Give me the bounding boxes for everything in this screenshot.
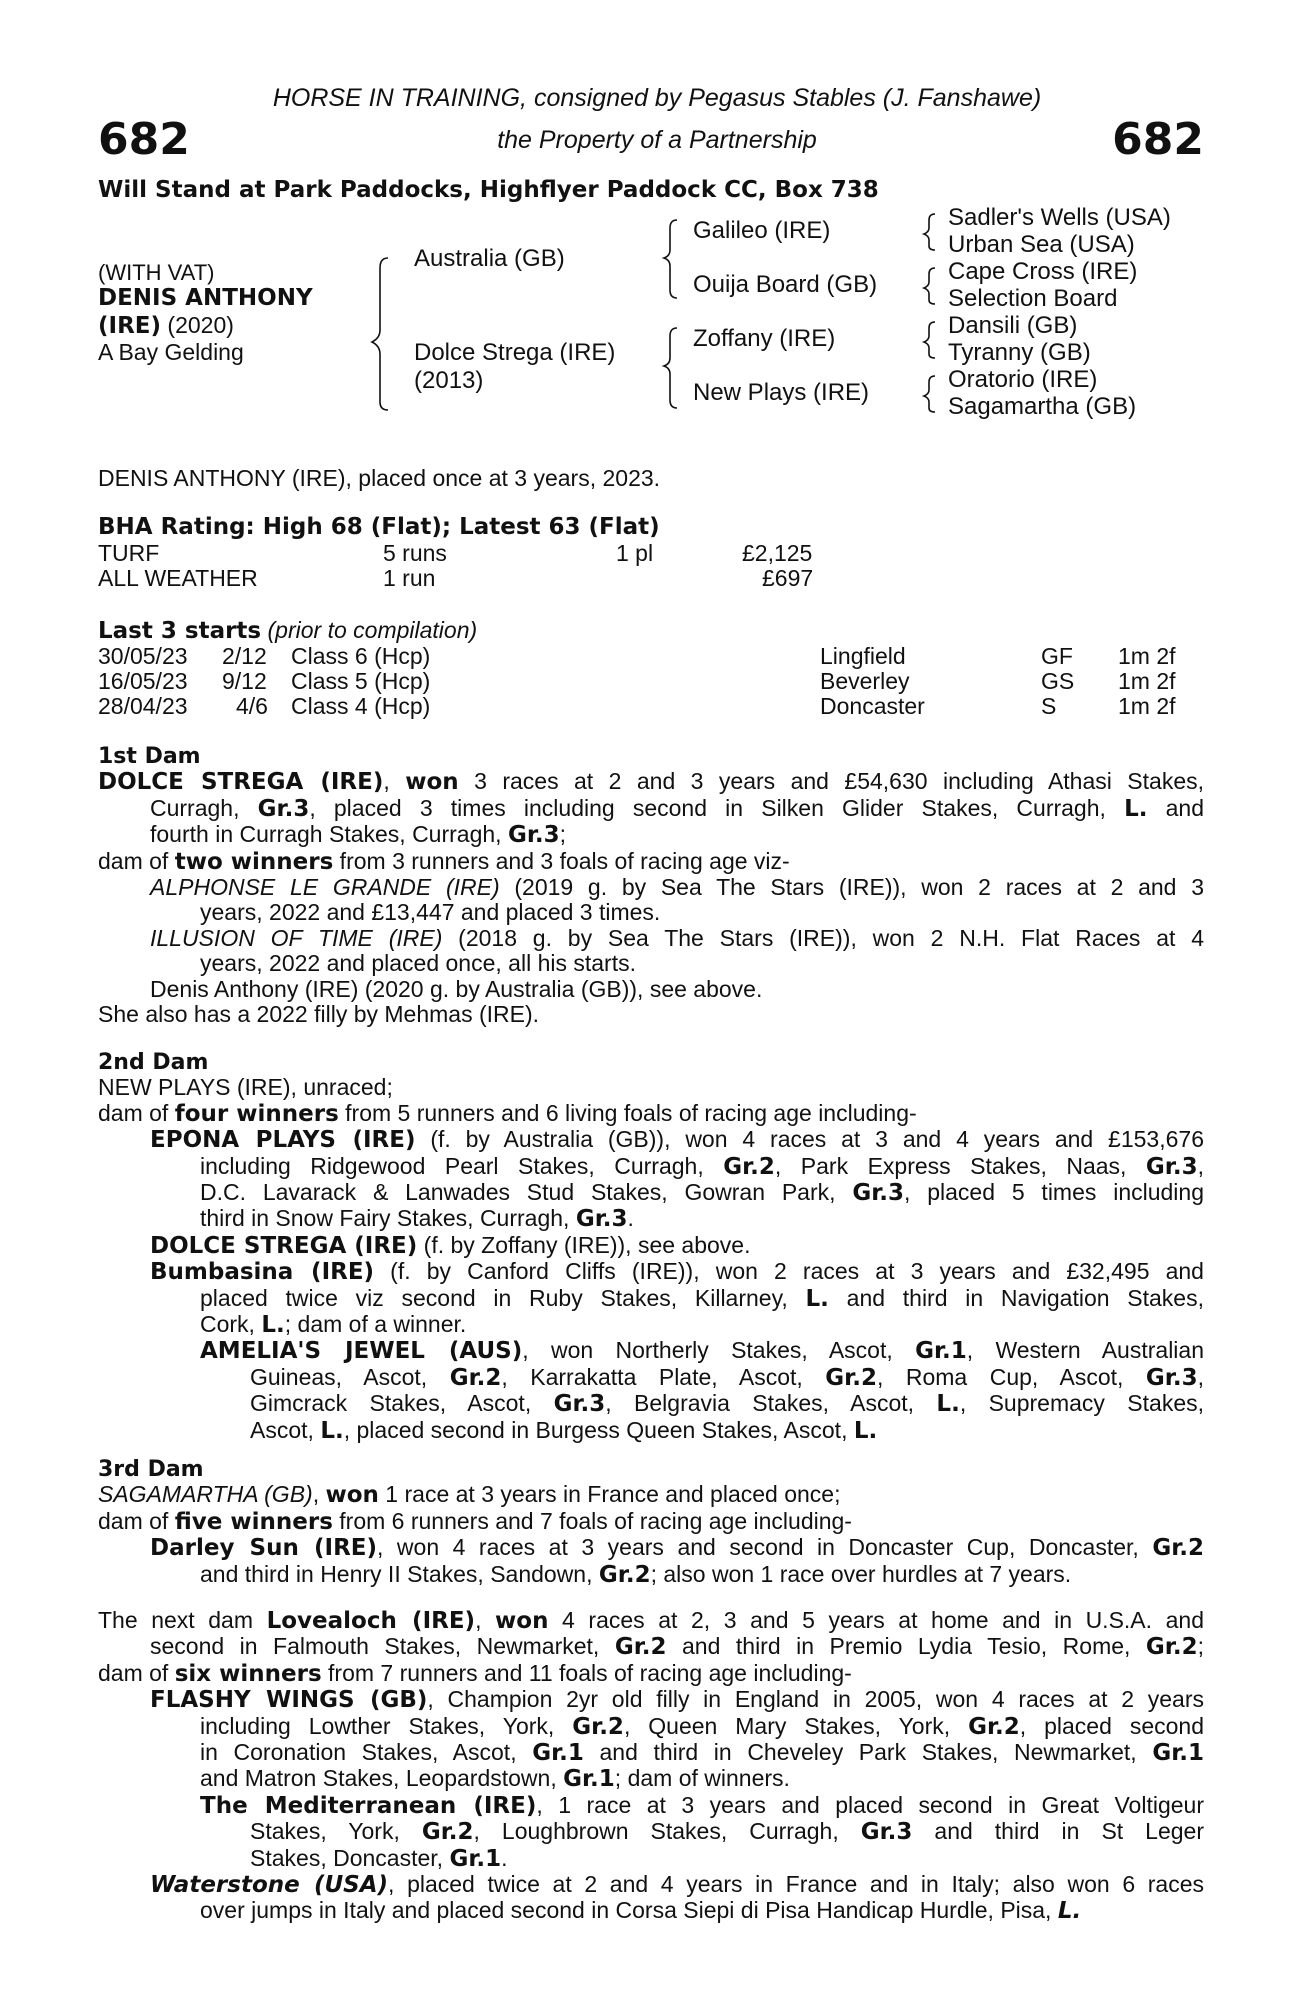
- text: Gimcrack Stakes, Ascot,: [250, 1390, 554, 1417]
- text: and third in St Leger: [912, 1818, 1204, 1845]
- consignor-line: HORSE IN TRAINING, consigned by Pegasus Stables (J. Fanshawe): [272, 84, 1042, 112]
- progeny-name: Bumbasina (IRE): [150, 1259, 375, 1286]
- next-dam-section: [98, 1608, 1204, 1925]
- text: Stakes, Doncaster,: [250, 1844, 450, 1871]
- start-date: 28/04/23: [98, 693, 188, 719]
- grade: Gr.1: [915, 1338, 967, 1365]
- listed: L.: [1124, 795, 1148, 822]
- text: , 1 race at 3 years and placed second in Great Voltigeur: [536, 1791, 1204, 1818]
- text: ; dam of a winner.: [284, 1311, 467, 1338]
- text: and third in Navigation Stakes,: [828, 1284, 1204, 1311]
- won-label: won: [495, 1608, 549, 1634]
- start-race: Class 5 (Hcp): [291, 668, 431, 694]
- text: (2018 g. by Sea The Stars (IRE)), won 2 N.H. Flat Races at 4: [442, 924, 1204, 951]
- text: ; also won 1 race over hurdles at 7 years.: [650, 1560, 1072, 1587]
- dam-line: [98, 1793, 1204, 1819]
- text: , placed 3 times including second in Silken Glider Stakes, Curragh,: [309, 794, 1125, 821]
- grade: Gr.3: [575, 1206, 628, 1233]
- horse-name: DENIS ANTHONY: [98, 285, 313, 311]
- text: dam of: [98, 1507, 175, 1534]
- text: from 3 runners and 3 foals of racing age viz-: [333, 847, 790, 874]
- start-position: 2/12: [222, 643, 267, 669]
- text: third in Snow Fairy Stakes, Curragh,: [200, 1205, 576, 1232]
- dam-line: [98, 1206, 1204, 1232]
- dam-line: [98, 1127, 1204, 1153]
- pedigree-g8: Sagamartha (GB): [948, 393, 1137, 420]
- dam-line: years, 2022 and £13,447 and placed 3 times.: [200, 899, 661, 926]
- dam-line: [98, 1535, 1204, 1561]
- text: , placed 5 times including: [904, 1179, 1204, 1206]
- grade: Gr.2: [825, 1364, 877, 1391]
- start-race: Class 4 (Hcp): [291, 693, 431, 719]
- grade: Gr.2: [572, 1713, 624, 1740]
- text: D.C. Lavarack & Lanwades Stud Stakes, Gowran Park,: [200, 1179, 853, 1206]
- pedigree-g2: Urban Sea (USA): [948, 231, 1135, 258]
- winners-count: six winners: [174, 1660, 322, 1687]
- dam-line: [98, 1872, 1204, 1898]
- text: second in Falmouth Stakes, Newmarket,: [150, 1633, 615, 1660]
- grade: Gr.2: [1145, 1634, 1198, 1661]
- pedigree-g3: Cape Cross (IRE): [948, 258, 1138, 285]
- text: , placed twice at 2 and 4 years in France and in Italy; also won 6 races: [388, 1871, 1204, 1898]
- text: including Ridgewood Pearl Stakes, Curragh,: [200, 1152, 724, 1179]
- text: ;: [559, 821, 567, 848]
- rating-prize: £697: [762, 565, 814, 591]
- dam-name: SAGAMARTHA (GB): [98, 1481, 313, 1508]
- brace-g2: [924, 268, 935, 304]
- progeny-name: Darley Sun (IRE): [150, 1535, 378, 1562]
- dam-line: [98, 1562, 1204, 1588]
- text: Guineas, Ascot,: [250, 1363, 450, 1390]
- text: (f. by Australia (GB)), won 4 races at 3 and 4 years and £153,676: [415, 1126, 1204, 1153]
- text: ,: [383, 768, 406, 795]
- pedigree-sire-dam: Ouija Board (GB): [693, 271, 878, 298]
- dam-line: [98, 796, 1204, 822]
- progeny-name: DOLCE STREGA (IRE): [150, 1232, 418, 1259]
- listed: L.: [853, 1417, 878, 1444]
- dam-line: years, 2022 and placed once, all his starts.: [200, 950, 636, 977]
- start-going: GS: [1041, 668, 1075, 694]
- text: ;: [1197, 1633, 1204, 1660]
- dam-line: [98, 1898, 1204, 1924]
- rating-surface: TURF: [98, 540, 160, 566]
- first-dam-section: [98, 744, 1204, 1027]
- text: ,: [312, 1481, 326, 1508]
- text: , Queen Mary Stakes, York,: [623, 1712, 969, 1739]
- text: , won Northerly Stakes, Ascot,: [522, 1337, 916, 1364]
- dam-name: DOLCE STREGA (IRE): [98, 769, 384, 796]
- brace-g4: [924, 376, 935, 412]
- text: , Roma Cup, Ascot,: [876, 1363, 1146, 1390]
- text: .: [627, 1205, 634, 1232]
- start-position: 9/12: [222, 668, 267, 694]
- brace-main: [372, 258, 388, 410]
- lot-number-left: 682: [98, 114, 190, 165]
- text: from 7 runners and 11 foals of racing age including-: [321, 1659, 852, 1686]
- start-course: Doncaster: [820, 693, 925, 719]
- grade: Gr.1: [1152, 1740, 1204, 1767]
- start-date: 30/05/23: [98, 643, 188, 669]
- text: .: [501, 1844, 508, 1871]
- grade: Gr.3: [860, 1819, 913, 1846]
- winners-count: two winners: [174, 848, 334, 875]
- text: Cork,: [200, 1311, 262, 1338]
- text: including Lowther Stakes, York,: [200, 1712, 573, 1739]
- text: , Loughbrown Stakes, Curragh,: [473, 1818, 861, 1845]
- brace-sire: [664, 220, 677, 298]
- pedigree-g4: Selection Board: [948, 285, 1118, 312]
- pedigree-g6: Tyranny (GB): [948, 339, 1091, 366]
- listed: L.: [1057, 1898, 1082, 1925]
- second-dam-section: [98, 1050, 1204, 1444]
- last-starts-title: [98, 618, 477, 644]
- text: 3 races at 2 and 3 years and £54,630 including Athasi Stakes,: [458, 768, 1205, 795]
- grade: Gr.2: [723, 1153, 775, 1180]
- text: Curragh,: [150, 794, 258, 821]
- text: Stakes, York,: [250, 1818, 422, 1845]
- start-position: 4/6: [236, 693, 268, 719]
- listed: L.: [320, 1417, 344, 1444]
- start-distance: 1m 2f: [1118, 643, 1176, 669]
- vat-note: (WITH VAT): [98, 260, 215, 285]
- lot-number-right: 682: [1112, 114, 1204, 165]
- text: placed twice viz second in Ruby Stakes, Killarney,: [200, 1284, 806, 1311]
- dam-line: [98, 926, 1204, 951]
- dam-line: [98, 1338, 1204, 1364]
- third-dam-section: [98, 1457, 1204, 1588]
- listed: L.: [261, 1312, 285, 1339]
- text: ,: [1197, 1363, 1204, 1390]
- dam-line: [98, 1846, 1204, 1872]
- grade: Gr.1: [449, 1845, 502, 1872]
- dam-line: [98, 1634, 1204, 1660]
- text: (2019 g. by Sea The Stars (IRE)), won 2 races at 2 and 3: [499, 874, 1204, 901]
- brace-g1: [924, 214, 935, 250]
- bha-rating: BHA Rating: High 68 (Flat); Latest 63 (Flat): [98, 514, 660, 540]
- grade: Gr.2: [968, 1713, 1020, 1740]
- text: dam of: [98, 847, 175, 874]
- start-course: Beverley: [820, 668, 910, 694]
- grade: Gr.2: [598, 1561, 651, 1588]
- text: , Park Express Stakes, Naas,: [774, 1152, 1146, 1179]
- text: (f. by Canford Cliffs (IRE)), won 2 races at 3 years and £32,495 and: [374, 1258, 1204, 1285]
- text: 4 races at 2, 3 and 5 years at home and in U.S.A. and: [548, 1607, 1204, 1633]
- brace-dam: [664, 328, 677, 408]
- dam-line: [98, 1482, 1204, 1508]
- text: from 5 runners and 6 living foals of racing age including-: [338, 1099, 917, 1126]
- grade: Gr.1: [532, 1740, 584, 1767]
- pedigree-g7: Oratorio (IRE): [948, 366, 1098, 393]
- section-title: 3rd Dam: [98, 1457, 204, 1482]
- grade: Gr.3: [553, 1391, 606, 1418]
- rating-placed: 1 pl: [616, 540, 654, 566]
- text: Ascot,: [250, 1416, 321, 1443]
- text: (f. by Zoffany (IRE)), see above.: [417, 1231, 751, 1258]
- winners-count: five winners: [174, 1508, 333, 1535]
- listed: L.: [805, 1285, 829, 1312]
- section-title: 2nd Dam: [98, 1050, 209, 1075]
- dam-line: [98, 1312, 1204, 1338]
- text: ,: [475, 1607, 496, 1633]
- dam-line: [98, 1509, 1204, 1535]
- grade: Gr.2: [614, 1634, 667, 1661]
- text: 1 race at 3 years in France and placed once;: [378, 1481, 841, 1508]
- progeny-name: EPONA PLAYS (IRE): [150, 1127, 416, 1154]
- text: , placed second in Burgess Queen Stakes, Ascot,: [343, 1416, 854, 1443]
- text: , Belgravia Stakes, Ascot,: [605, 1390, 937, 1417]
- horse-year: (2020): [167, 312, 234, 338]
- text: , Champion 2yr old filly in England in 2005, won 4 races at 2 years: [427, 1686, 1205, 1713]
- pedigree-g1: Sadler's Wells (USA): [948, 204, 1171, 231]
- dam-line: [98, 1233, 1204, 1259]
- grade: Gr.3: [852, 1180, 905, 1207]
- dam-line: [98, 769, 1204, 795]
- pedigree-sire: Australia (GB): [414, 245, 565, 272]
- section-title: 1st Dam: [98, 744, 201, 769]
- dam-line: [98, 1259, 1204, 1285]
- dam-line: [98, 1365, 1204, 1391]
- rating-prize: £2,125: [742, 540, 813, 566]
- text: and third in Premio Lydia Tesio, Rome,: [666, 1633, 1146, 1660]
- text: and third in Cheveley Park Stakes, Newmarket,: [583, 1739, 1153, 1766]
- last-starts-note: (prior to compilation): [267, 617, 478, 643]
- dam-line: [98, 1661, 1204, 1687]
- start-going: GF: [1041, 643, 1073, 669]
- dam-line: NEW PLAYS (IRE), unraced;: [98, 1074, 393, 1101]
- start-race: Class 6 (Hcp): [291, 643, 431, 669]
- text: ; dam of winners.: [614, 1765, 790, 1792]
- text: dam of: [98, 1099, 175, 1126]
- dam-line: [98, 1180, 1204, 1206]
- text: , placed second: [1019, 1712, 1204, 1739]
- dam-line: [98, 1766, 1204, 1792]
- dam-line: [98, 1101, 1204, 1127]
- progeny-name: The Mediterranean (IRE): [200, 1792, 537, 1819]
- dam-line: [98, 1740, 1204, 1766]
- horse-country: (IRE): [98, 313, 162, 339]
- text: ,: [1197, 1152, 1204, 1179]
- pedigree-sire-sire: Galileo (IRE): [693, 217, 831, 244]
- dam-line: Denis Anthony (IRE) (2020 g. by Australia (GB)), see above.: [150, 975, 763, 1002]
- dam-line: She also has a 2022 filly by Mehmas (IRE).: [98, 1001, 540, 1028]
- start-course: Lingfield: [820, 643, 906, 669]
- dam-line: [98, 875, 1204, 900]
- rating-runs: 1 run: [383, 565, 436, 591]
- start-date: 16/05/23: [98, 668, 188, 694]
- dam-line: [98, 1154, 1204, 1180]
- won-label: won: [405, 769, 459, 796]
- dam-name: Lovealoch (IRE): [266, 1608, 476, 1634]
- grade: Gr.3: [507, 822, 560, 849]
- pedigree-dam-year: (2013): [414, 367, 484, 394]
- text: and: [1147, 794, 1205, 821]
- won-label: won: [325, 1482, 379, 1509]
- text: The next dam: [98, 1607, 267, 1633]
- listed: L.: [936, 1391, 960, 1418]
- progeny-name: FLASHY WINGS (GB): [150, 1687, 428, 1714]
- dam-line: [98, 1819, 1204, 1845]
- horse-description: A Bay Gelding: [98, 339, 244, 365]
- grade: Gr.1: [563, 1766, 615, 1793]
- progeny-name: AMELIA'S JEWEL (AUS): [200, 1338, 523, 1365]
- text: , Supremacy Stakes,: [959, 1390, 1205, 1417]
- horse-summary: DENIS ANTHONY (IRE), placed once at 3 years, 2023.: [98, 465, 661, 491]
- text: and Matron Stakes, Leopardstown,: [200, 1765, 564, 1792]
- grade: Gr.3: [257, 795, 310, 822]
- rating-runs: 5 runs: [383, 540, 447, 566]
- last-starts-label: Last 3 starts: [98, 618, 262, 644]
- pedigree-dam-dam: New Plays (IRE): [693, 379, 870, 406]
- winners-count: four winners: [174, 1100, 339, 1127]
- text: dam of: [98, 1659, 175, 1686]
- grade: Gr.2: [421, 1819, 474, 1846]
- text: , Western Australian: [966, 1337, 1204, 1364]
- dam-line: [98, 1418, 1204, 1444]
- grade: Gr.2: [1152, 1535, 1205, 1562]
- pedigree-dam: Dolce Strega (IRE): [414, 339, 616, 366]
- brace-g3: [924, 322, 935, 358]
- dam-line: [98, 1687, 1204, 1713]
- grade: Gr.3: [1145, 1364, 1198, 1391]
- dam-line: [98, 1286, 1204, 1312]
- start-distance: 1m 2f: [1118, 693, 1176, 719]
- progeny-name: ALPHONSE LE GRANDE (IRE): [150, 874, 500, 901]
- text: , Karrakatta Plate, Ascot,: [501, 1363, 826, 1390]
- text: from 6 runners and 7 foals of racing age including-: [332, 1507, 852, 1534]
- text: and third in Henry II Stakes, Sandown,: [200, 1560, 599, 1587]
- progeny-name: Waterstone (USA): [150, 1872, 389, 1899]
- dam-line: [98, 1391, 1204, 1417]
- grade: Gr.2: [449, 1364, 502, 1391]
- start-distance: 1m 2f: [1118, 668, 1176, 694]
- text: , won 4 races at 3 years and second in Doncaster Cup, Doncaster,: [377, 1534, 1153, 1561]
- progeny-name: ILLUSION OF TIME (IRE): [150, 924, 443, 951]
- dam-line: [98, 1608, 1204, 1634]
- pedigree-g5: Dansili (GB): [948, 312, 1078, 339]
- pedigree-dam-sire: Zoffany (IRE): [693, 325, 836, 352]
- text: fourth in Curragh Stakes, Curragh,: [150, 821, 508, 848]
- start-going: S: [1041, 693, 1057, 719]
- property-line: the Property of a Partnership: [497, 126, 817, 154]
- dam-line: [98, 822, 1204, 848]
- rating-surface: ALL WEATHER: [98, 565, 258, 591]
- stand-location: Will Stand at Park Paddocks, Highflyer Paddock CC, Box 738: [98, 177, 879, 203]
- dam-line: [98, 849, 1204, 875]
- text: over jumps in Italy and placed second in Corsa Siepi di Pisa Handicap Hurdle, Pisa,: [200, 1897, 1058, 1924]
- dam-line: [98, 1714, 1204, 1740]
- text: in Coronation Stakes, Ascot,: [200, 1739, 533, 1766]
- grade: Gr.3: [1145, 1153, 1198, 1180]
